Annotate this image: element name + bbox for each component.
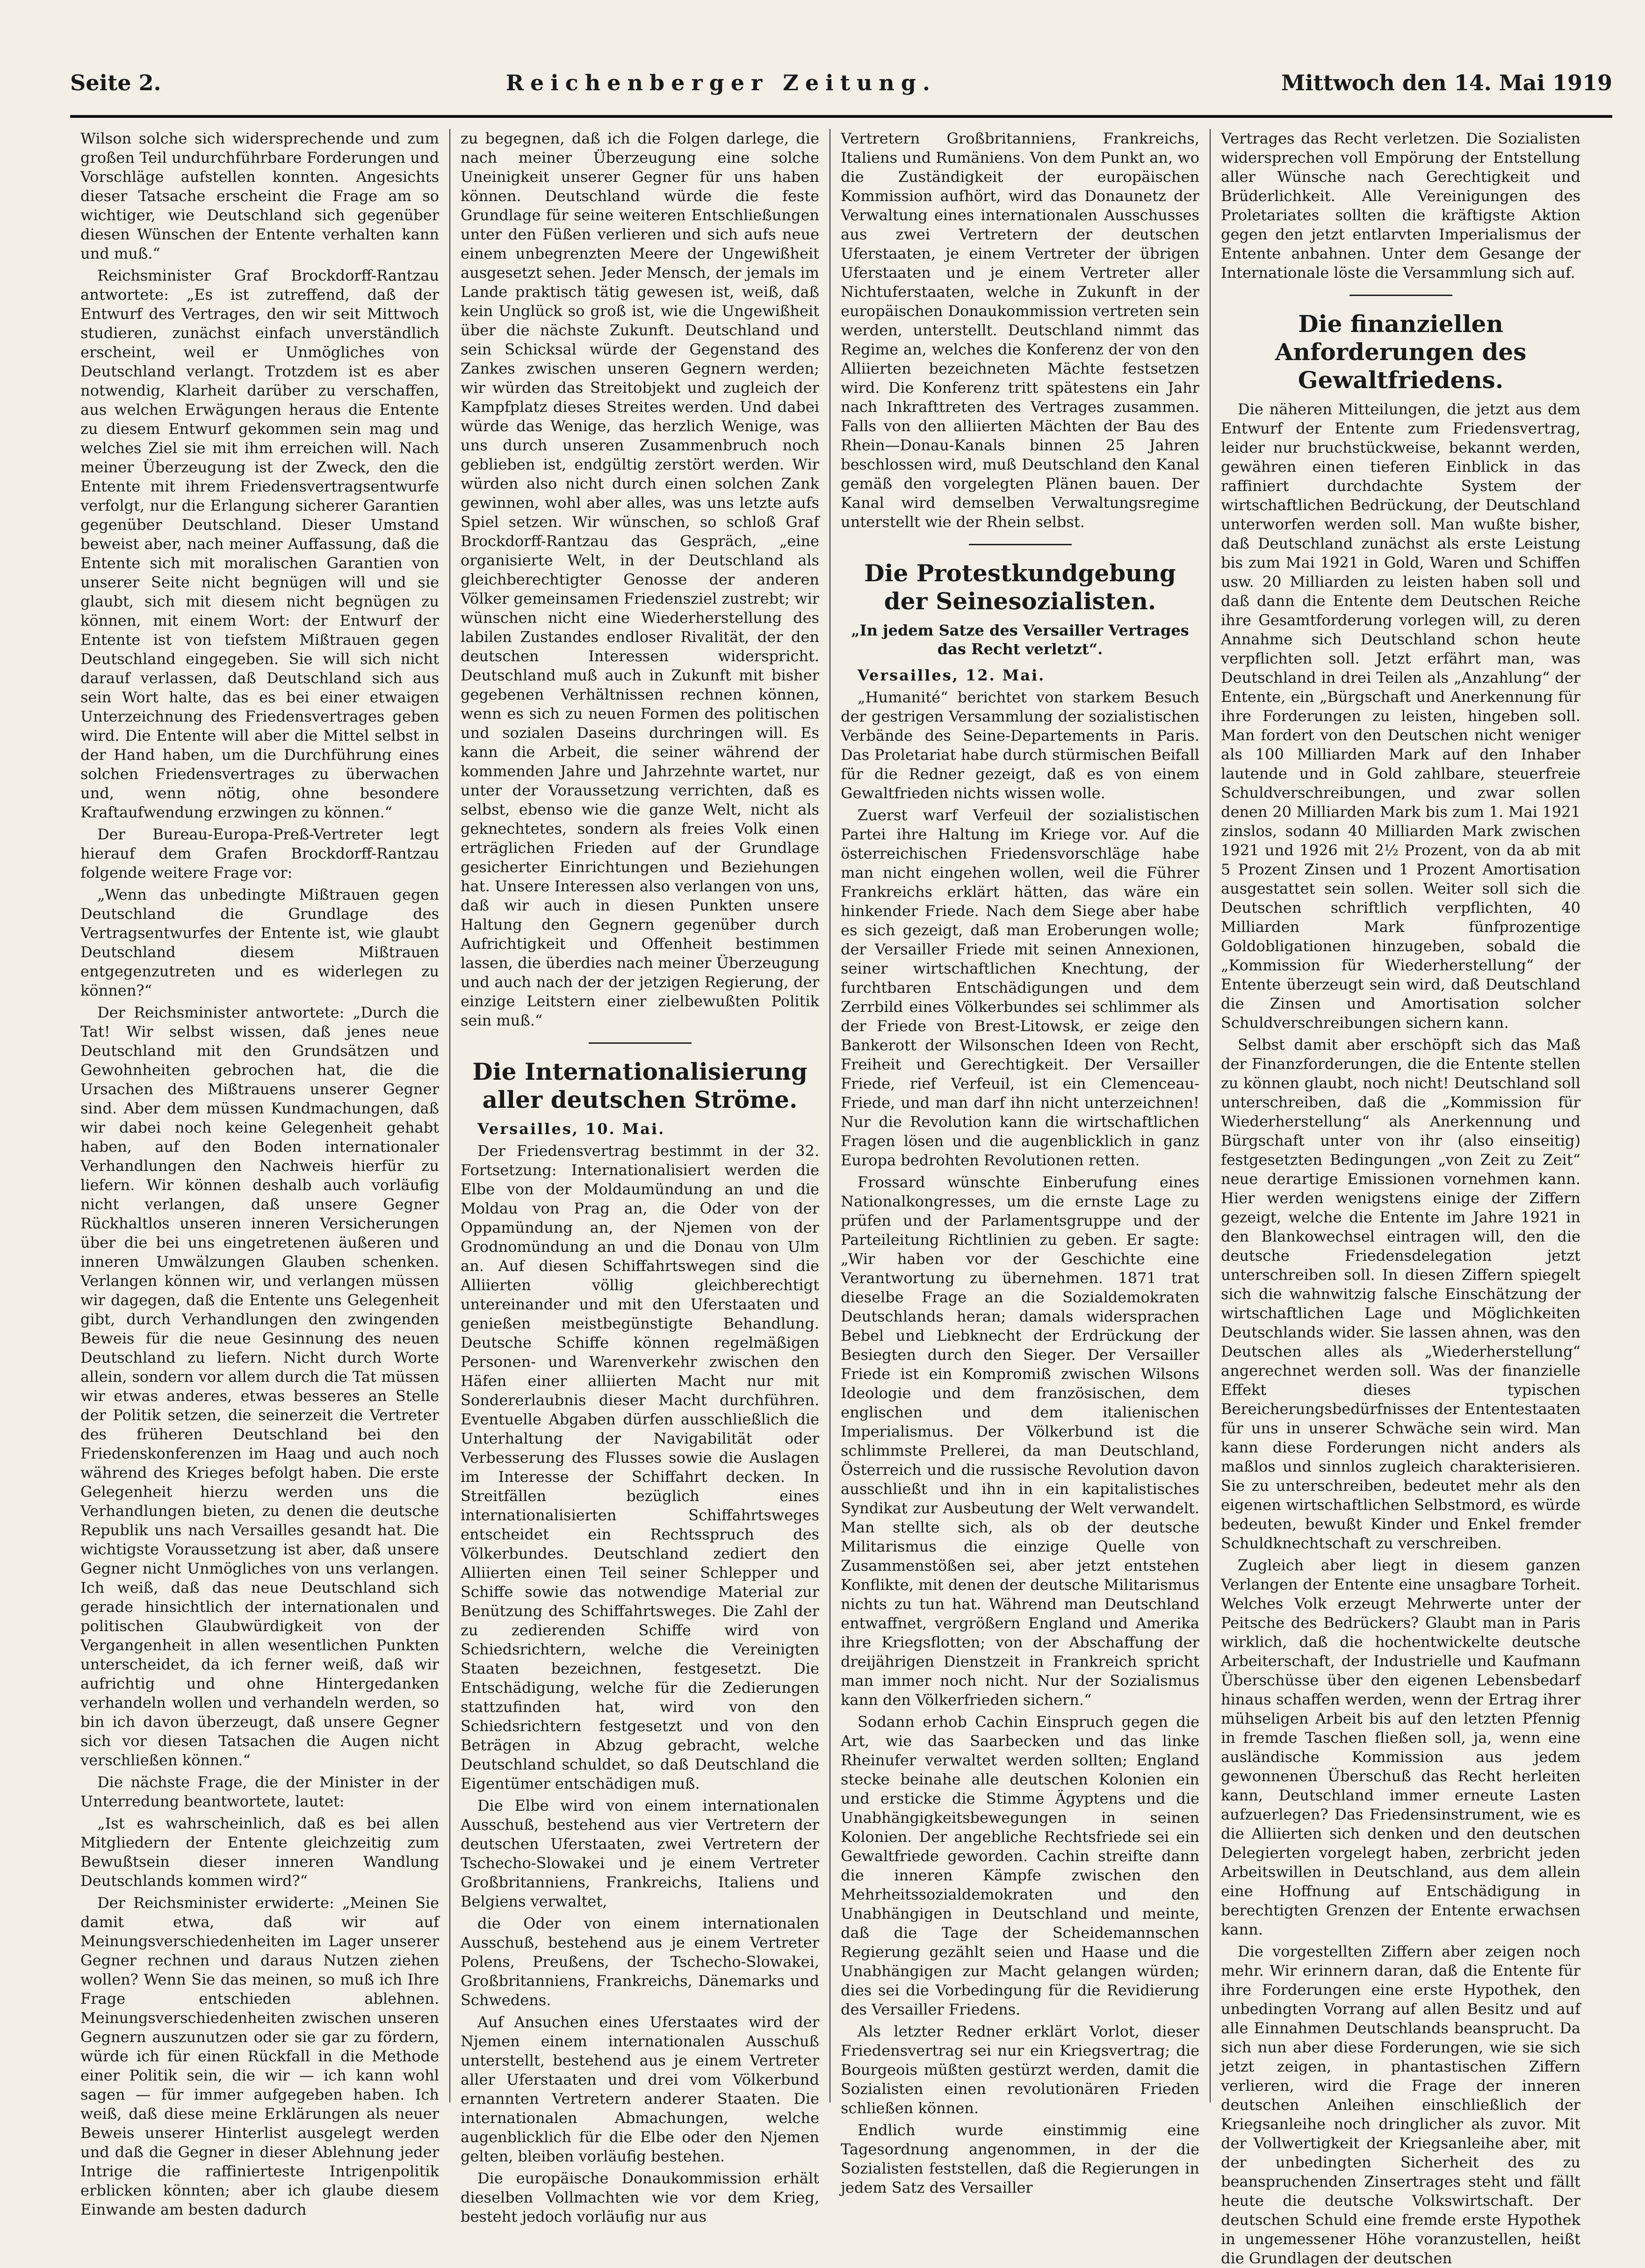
issue-date: Mittwoch den 14. Mai 1919 [1281, 70, 1612, 95]
paragraph: „Wenn das unbedingte Mißtrauen gegen Deutschland die Grundlage des Vertragsentwurfes der Entente ist, wie glaubt Deutschland diesem Mißtrauen entgegenzutreten und es widerlegen zu können?“ [80, 886, 439, 999]
paragraph: Zugleich aber liegt in diesem ganzen Verlangen der Entente eine unsagbare Torheit. Welches Volk erzeugt Mehrwerte unter der Peitsche des Bedrückers? Glaubt man in Paris wirklich, daß die hochentwickelte deutsche Arbeiterschaft, der Industrielle und Kaufmann Überschüsse über den eigenen Lebensbedarf hinaus schaffen werden, wenn der Ertrag ihrer mühseligen Arbeit bis auf den letzten Pfennig in fremde Taschen fließen soll, ja, wenn eine ausländische Kommission aus jedem gewonnenen Überschuß das Recht herleiten kann, Deutschland immer erneute Lasten aufzuerlegen? Das Friedensinstrument, wie es die Alliierten sich denken und den deutschen Delegierten vorgelegt haben, zerbricht jeden Arbeitswillen in Deutschland, aus dem allein eine Hoffnung auf Entschädigung in berechtigten Grenzen der Entente erwachsen kann. [1221, 1556, 1580, 1938]
paragraph: Sodann erhob Cachin Einspruch gegen die Art, wie das Saarbecken und das linke Rheinufer verwaltet werden sollten; England stecke beinahe alle deutschen Kolonien ein und ersticke die Stimme Ägyptens und die Unabhängigkeitsbewegungen in seinen Kolonien. Der angebliche Rechtsfriede sei ein Gewaltfriede geworden. Cachin streifte dann die inneren Kämpfe zwischen den Mehrheitssozialdemokraten und den Unabhängigen in Deutschland und meinte, daß die Tage der Scheidemannschen Regierung gezählt seien und Haase und die Unabhängigen zur Macht gelangen würden; dies sei die Vorbedingung für die Revidierung des Versailler Friedens. [841, 1713, 1199, 2018]
paragraph: Frossard wünschte Einberufung eines Nationalkongresses, um die ernste Lage zu prüfen und der Parlamentsgruppe und der Parteileitung Richtlinien zu geben. Er sagte: „Wir haben vor der Geschichte eine Verantwortung zu übernehmen. 1871 trat dieselbe Frage an die Sozialdemokraten Deutschlands heran; damals widersprachen Bebel und Liebknecht der Erdrückung der Besiegten durch den Sieger. Der Versailler Friede ist ein Kompromiß zwischen Wilsons Ideologie und dem französischen, dem englischen und dem italienischen Imperialismus. Der Völkerbund ist die schlimmste Prellerei, da man Deutschland, Österreich und die russische Revolution davon ausschließt und ihn in ein kapitalistisches Syndikat zur Ausbeutung der Welt verwandelt. Man stellte sich, als ob der deutsche Militarismus die einzige Quelle von Zusammenstößen sei, aber jetzt entstehen Konflikte, mit denen der deutsche Militarismus nichts zu tun hat. Während man Deutschland entwaffnet, vergrößern England und Amerika ihre Kriegsflotten; von der Abschaffung der dreijährigen Dienstzeit in Frankreich spricht man immer noch nicht. Nur der Sozialismus kann den Völkerfrieden sichern.“ [841, 1173, 1199, 1709]
column-1 [70, 129, 450, 2218]
paragraph: Endlich wurde einstimmig eine Tagesordnung angenommen, in der die Sozialisten feststellen, daß die Regierungen in jedem Satz des Versailler [841, 2121, 1199, 2196]
header-rule [70, 115, 1612, 118]
paragraph: „Humanité“ berichtet von starkem Besuch der gestrigen Versammlung der sozialistischen Verbände des Seine-Departements in Paris. Das Proletariat habe durch stürmischen Beifall für die Redner gezeigt, daß es von einem Gewaltfrieden nichts wissen wolle. [841, 688, 1199, 802]
column-4 [1211, 129, 1591, 2267]
article-headline: Die Internationalisierung aller deutschen Ströme. [472, 1058, 808, 1113]
paragraph: Die vorgestellten Ziffern aber zeigen noch mehr. Wir erinnern daran, daß die Entente für ihre Forderungen eine erste Hypothek, den unbedingten Vorrang auf allen Besitz und auf alle Einnahmen Deutschlands beansprucht. Da sich nun aber diese Forderungen, wie sie sich jetzt zeigen, in phantastischen Ziffern verlieren, wird die Frage der inneren deutschen Anleihen einschließlich der Kriegsanleihe noch dringlicher als zuvor. Mit der Vollwertigkeit der Kriegsanleihe aber, mit der unbedingten Sicherheit des zu beanspruchenden Zinsertrages steht und fällt heute die deutsche Volkswirtschaft. Der deutschen Schuld eine fremde erste Hypothek in ungemessener Höhe voranzustellen, heißt die Grundlagen der deutschen [1221, 1943, 1580, 2267]
paragraph: Der Reichsminister antwortete: „Durch die Tat! Wir selbst wissen, daß jenes neue Deutschland mit den Grundsätzen und Gewohnheiten gebrochen hat, die die Ursachen des Mißtrauens unserer Gegner sind. Aber dem müssen Kundmachungen, daß wir dabei noch keine Gelegenheit gehabt haben, auf den Boden internationaler Verhandlungen den Nachweis hierfür zu liefern. Wir können deshalb auch vorläufig nicht verlangen, daß unsere Gegner Rückhaltlos unseren inneren Versicherungen über die bei uns eingetretenen äußeren und inneren Umwälzungen Glauben schenken. Verlangen können wir, und verlangen müssen wir dagegen, daß die Entente uns Gelegenheit gibt, durch Verhandlungen den zwingenden Beweis für die neue Gesinnung des neuen Deutschland zu liefern. Nicht durch Worte allein, sondern vor allem durch die Tat müssen wir etwas anderes, etwas besseres an Stelle der Politik setzen, die seinerzeit die Vertreter des früheren Deutschland bei den Friedenskonferenzen im Haag und auch noch während des Krieges befolgt haben. Die erste Gelegenheit hierzu werden uns die Verhandlungen bieten, zu denen die deutsche Republik uns nach Versailles gesandt hat. Die wichtigste Voraussetzung ist aber, daß unsere Gegner nicht Unmögliches von uns verlangen. Ich weiß, daß das neue Deutschland sich gerade hinsichtlich der internationalen und politischen Glaubwürdigkeit von der Vergangenheit in allen wesentlichen Punkten unterscheidet, da ich ferner weiß, daß wir aufrichtig und ohne Hintergedanken verhandeln wollen und verhandeln werden, so bin ich davon überzeugt, daß unsere Gegner sich vor diesen Tatsachen die Augen nicht verschließen können.“ [80, 1004, 439, 1769]
paragraph: Auf Ansuchen eines Uferstaates wird der Njemen einem internationalen Ausschuß unterstellt, bestehend aus je einem Vertreter aller Uferstaaten und drei vom Völkerbund ernannten Vertretern anderer Staaten. Die internationalen Abmachungen, welche augenblicklich für die Elbe oder den Njemen gelten, bleiben vorläufig bestehen. [461, 2013, 819, 2165]
dateline: Versailles, 10. Mai. [477, 1120, 665, 1138]
paragraph: „Ist es wahrscheinlich, daß es bei allen Mitgliedern der Entente gleichzeitig zum Bewußtsein dieser inneren Wandlung Deutschlands kommen wird?“ [80, 1814, 439, 1890]
columns [70, 129, 1612, 2267]
paragraph: Selbst damit aber erschöpft sich das Maß der Finanzforderungen, die die Entente stellen zu können glaubt, noch nicht! Deutschland soll unterschreiben, daß die „Kommission für Wiederherstellung“ als Anerkennung und Bürgschaft unter von ihr (also einseitig) festgesetzten Bedingungen „von Zeit zu Zeit“ neue derartige Emissionen vornehmen kann. Hier werden wenigstens einige der Ziffern gezeigt, welche die Entente im Jahre 1921 in den Blankowechsel eintragen will, den die deutsche Friedensdelegation jetzt unterschreiben soll. In diesen Ziffern spiegelt sich die wahnwitzig falsche Einschätzung der wirtschaftlichen Lage und Möglichkeiten Deutschlands wider. Sie lassen ahnen, was den Deutschen alles als „Wiederherstellung“ angerechnet werden soll. Was der finanzielle Effekt dieses typischen Bereicherungsbedürfnisses der Ententestaaten für uns in unserer Schwäche sein wird. Man kann diese Forderungen nicht anders als maßlos und sinnlos zugleich charakterisieren. Sie zu unterschreiben, bedeutet mehr als den eigenen wirtschaftlichen Selbstmord, es würde bedeuten, bewußt Kinder und Enkel fremder Schuldknechtschaft zu verschreiben. [1221, 1036, 1580, 1552]
column-2 [450, 129, 830, 2225]
dateline: Versailles, 12. Mai. [858, 666, 1046, 684]
page-number: Seite 2. [70, 70, 161, 95]
article-separator [589, 1042, 692, 1044]
paragraph: zu begegnen, daß ich die Folgen darlege, die nach meiner Überzeugung eine solche Uneinigkeit unserer Gegner für uns haben können. Deutschland würde die feste Grundlage für seine weiteren Entschließungen unter den Füßen verlieren und sich aufs neue einem unbegrenzten Meere der Ungewißheit ausgesetzt sehen. Jeder Mensch, der jemals im Lande praktisch tätig gewesen ist, weiß, daß kein Unglück so groß ist, wie die Ungewißheit über die nächste Zukunft. Deutschland und sein Schicksal würde der Gegenstand des Zankes zwischen unseren Gegnern werden; wir würden das Streitobjekt und zugleich der Kampfplatz dieses Streites werden. Und dabei würde das Wenige, das herzlich Wenige, was uns durch unseren Zusammenbruch noch geblieben ist, endgültig zerstört werden. Wir würden also nicht durch einen solchen Zank gewinnen, wohl aber alles, was uns letzte aufs Spiel setzen. Wir wünschen, so schloß Graf Brockdorff-Rantzau das Gespräch, „eine organisierte Welt, in der Deutschland als gleichberechtigter Genosse der anderen Völker gemeinsamen Friedensziel zustrebt; wir wünschen nicht eine Wiederherstellung des labilen Zustandes endloser Rivalität, der den deutschen Interessen widerspricht. Deutschland muß auch in Zukunft mit bisher gegebenen Verhältnissen rechnen können, wenn es sich zu neuen Formen des politischen und sozialen Daseins durchringen will. Es kann die Arbeit, die seiner während der kommenden Jahre und Jahrzehnte wartet, nur unter der Voraussetzung verrichten, daß es selbst, ebenso wie die ganze Welt, nicht als geknechtetes, sondern als freies Volk einen erträglichen Frieden auf der Grundlage gesicherter Einrichtungen und Beziehungen hat. Unsere Interessen also verlangen von uns, daß wir auch in diesen Punkten unsere Haltung den Gegnern gegenüber durch Aufrichtigkeit und Offenheit bestimmen lassen, die überdies nach meiner Überzeugung und auch nach der der jetzigen Regierung, der einzige Leitstern einer zielbewußten Politik sein muß.“ [461, 130, 819, 1029]
article-headline: Die finanziellen Anforderungen des Gewaltfriedens. [1275, 310, 1527, 394]
paragraph: Der Friedensvertrag bestimmt in der 32. Fortsetzung: Internationalisiert werden die Elbe von der Moldaumündung an und die Moldau von Prag an, die Oder von der Oppamündung an, der Njemen von der Grodnomündung an und die Donau von Ulm an. Auf diesen Schiffahrtswegen sind die Alliierten völlig gleichberechtigt untereinander und mit den Uferstaaten und genießen meistbegünstigte Behandlung. Deutsche Schiffe können regelmäßigen Personen- und Warenverkehr zwischen den Häfen einer alliierten Macht nur mit Sondererlaubnis dieser Macht durchführen. Eventuelle Abgaben dürfen ausschließlich die Unterhaltung der Navigabilität oder Verbesserung des Flusses sowie die Auslagen im Interesse der Schiffahrt decken. In Streitfällen bezüglich eines internationalisierten Schiffahrtsweges entscheidet ein Rechtsspruch des Völkerbundes. Deutschland zediert den Alliierten einen Teil seiner Schlepper und Schiffe sowie das notwendige Material zur Benützung des Schiffahrtsweges. Die Zahl der zu zedierenden Schiffe wird von Schiedsrichtern, welche die Vereinigten Staaten bezeichnen, festgesetzt. Die Entschädigung, welche für die Zedierungen stattzufinden hat, wird von den Schiedsrichtern festgesetzt und von den Beträgen in Abzug gebracht, welche Deutschland schuldet, so daß Deutschland die Eigentümer entschädigen muß. [461, 1142, 819, 1792]
paragraph: Zuerst warf Verfeuil der sozialistischen Partei ihre Haltung im Kriege vor. Auf die österreichischen Friedensvorschläge habe man nicht eingehen wollen, weil die Führer Frankreichs erklärt hätten, das wäre ein hinkender Friede. Nach dem Siege aber habe es sich gezeigt, daß man Eroberungen wolle; der Versailler Friede mit seinen Annexionen, seiner wirtschaftlichen Knechtung, der furchtbaren Entschädigungen und dem Zerrbild eines Völkerbundes sei schlimmer als der Friede von Brest-Litowsk, er zeige den Bankerott der Wilsonschen Ideen von Recht, Freiheit und Gerechtigkeit. Der Versailler Friede, rief Verfeuil, ist ein Clemenceau-Friede, und man darf ihn nicht unterzeichnen! Nur die Revolution kann die wirtschaftlichen Fragen lösen und die augenblicklich in ganz Europa bedrohten Revolutionen retten. [841, 806, 1199, 1169]
article-separator [969, 544, 1072, 545]
paragraph: Die Elbe wird von einem internationalen Ausschuß, bestehend aus vier Vertretern der deutschen Uferstaaten, zwei Vertretern der Tschecho-Slowakei und je einem Vertreter Großbritanniens, Frankreichs, Italiens und Belgiens verwaltet, [461, 1797, 819, 1910]
paragraph: Wilson solche sich widersprechende und zum großen Teil undurchführbare Forderungen und Vorschläge aufstellen konnten. Angesichts dieser Tatsache erscheint die Frage am so wichtiger, wie Deutschland sich gegenüber diesen Wünschen der Entente verhalten kann und muß.“ [80, 130, 439, 262]
paragraph: Vertretern Großbritanniens, Frankreichs, Italiens und Rumäniens. Von dem Punkt an, wo die Zuständigkeit der europäischen Kommission aufhört, wird das Donaunetz der Verwaltung eines internationalen Ausschusses aus zwei Vertretern der deutschen Uferstaaten, je einem Vertreter der übrigen Uferstaaten und je einem Vertreter aller Nichtuferstaaten, welche in Zukunft in der europäischen Donaukommission vertreten sein werden, unterstellt. Deutschland nimmt das Regime an, welches die Konferenz der von den Alliierten bezeichneten Mächte festsetzen wird. Die Konferenz tritt spätestens ein Jahr nach Inkrafttreten des Vertrages zusammen. Falls von den alliierten Mächten der Bau des Rhein—Donau-Kanals binnen 25 Jahren beschlossen wird, muß Deutschland den Kanal gemäß den vorgelegten Plänen bauen. Der Kanal wird demselben Verwaltungsregime unterstellt wie der Rhein selbst. [841, 130, 1199, 531]
paragraph: Der Bureau-Europa-Preß-Vertreter legt hierauf dem Grafen Brockdorff-Rantzau folgende weitere Frage vor: [80, 825, 439, 881]
paragraph: Die nächste Frage, die der Minister in der Unterredung beantwortete, lautet: [80, 1773, 439, 1810]
paragraph: Die näheren Mitteilungen, die jetzt aus dem Entwurf der Entente zum Friedensvertrag, leider nur bruchstückweise, bekannt werden, gewähren einen tieferen Einblick in das raffiniert durchdachte System der wirtschaftlichen Bedrückung, der Deutschland unterworfen werden soll. Man wußte bisher, daß Deutschland zunächst als erste Leistung bis zum Mai 1921 in Gold, Waren und Schiffen usw. 20 Milliarden zu leisten haben soll und daß dann die Entente dem Deutschen Reiche ihre Gesamtforderung vorlegen will, zu deren Annahme sich Deutschland schon heute verpflichten soll. Jetzt erfährt man, was Deutschland in drei Teilen als „Anzahlung“ der Entente, ein „Bürgschaft und Anerkennung für ihre Forderungen zu leisten, hingeben soll. Man fordert von den Deutschen nicht weniger als 100 Milliarden Mark auf den Inhaber lautende und in Gold zahlbare, steuerfreie Schuldverschreibungen, und zwar sollen denen 20 Milliarden Mark bis zum 1. Mai 1921 zinslos, sodann 40 Milliarden Mark zwischen 1921 und 1926 mit 2½ Prozent, von da ab mit 5 Prozent Zinsen und 1 Prozent Amortisation ausgestattet sein sollen. Weiter soll sich die Deutschen schriftlich verpflichten, 40 Milliarden Mark fünfprozentige Goldobligationen hinzugeben, sobald die „Kommission für Wiederherstellung“ der Entente überzeugt sein wird, daß Deutschland die Zinsen und Amortisation solcher Schuldverschreibungen sichern kann. [1221, 400, 1580, 1032]
article-subheadline: „In jedem Satze des Versailler Vertrages das Recht verletzt“. [851, 621, 1189, 658]
masthead [70, 70, 1612, 112]
newspaper-title: Reichenberger Zeitung. [505, 70, 937, 95]
paragraph: Als letzter Redner erklärt Vorlot, dieser Friedensvertrag sei nur ein Kriegsvertrag; die Bourgeois müßten gestürzt werden, damit die Sozialisten einen revolutionären Frieden schließen können. [841, 2022, 1199, 2117]
paragraph: die Oder von einem internationalen Ausschuß, bestehend aus je einem Vertreter Polens, Preußens, der Tschecho-Slowakei, Großbritanniens, Frankreichs, Dänemarks und Schwedens. [461, 1914, 819, 2009]
article-separator [1349, 295, 1452, 296]
paragraph: Reichsminister Graf Brockdorff-Rantzau antwortete: „Es ist zutreffend, daß der Entwurf des Vertrages, den wir seit Mittwoch studieren, zunächst einfach unverständlich erscheint, weil er Unmögliches von Deutschland verlangt. Trotzdem ist es aber notwendig, Klarheit darüber zu verschaffen, aus welchen Erwägungen heraus die Entente zu diesem Entwurf gekommen sein mag und welches Ziel sie mit ihm erreichen will. Nach meiner Überzeugung ist der Zweck, den die Entente mit ihrem Friedensvertragsentwurfe verfolgt, nur die Erlangung sicherer Garantien gegenüber Deutschland. Dieser Umstand beweist aber, nach meiner Auffassung, daß die Entente sich mit moralischen Garantien von unserer Seite nicht begnügen will und sie glaubt, sich mit diesem nicht begnügen zu können, mit einem Wort: der Entwurf der Entente ist von tiefstem Mißtrauen gegen Deutschland eingegeben. Sie will sich nicht darauf verlassen, daß Deutschland sich aus sein Wort halte, das es bei einer etwaigen Unterzeichnung des Friedensvertrages geben wird. Die Entente will aber die Mittel selbst in der Hand haben, um die Durchführung eines solchen Friedensvertrages zu überwachen und, wenn nötig, ohne besondere Kraftaufwendung erzwingen zu können.“ [80, 267, 439, 821]
column-3 [830, 129, 1211, 2196]
paragraph: Vertrages das Recht verletzen. Die Sozialisten widersprechen voll Empörung der Entstellung aller Wünsche nach Gerechtigkeit und Brüderlichkeit. Alle Vereinigungen des Proletariates sollten die kräftigste Aktion gegen den jetzt entlarvten Imperialismus der Entente anbahnen. Unter dem Gesange der Internationale löste die Versammlung sich auf. [1221, 130, 1580, 282]
paragraph: Die europäische Donaukommission erhält dieselben Vollmachten wie vor dem Krieg, besteht jedoch vorläufig nur aus [461, 2169, 819, 2225]
article-headline: Die Protestkundgebung der Seinesozialisten. [864, 559, 1176, 615]
paragraph: Der Reichsminister erwiderte: „Meinen Sie damit etwa, daß wir auf Meinungsverschiedenheiten im Lager unserer Gegner rechnen und daraus Nutzen ziehen wollen? Wenn Sie das meinen, so muß ich Ihre Frage entschieden ablehnen. Meinungsverschiedenheiten zwischen unseren Gegnern auszunutzen oder sie gar zu fördern, würde ich für einen Rückfall in die Methode einer Politik sein, die wir — ich kann wohl sagen — für immer aufgegeben haben. Ich weiß, daß diese meine Erklärungen als neuer Beweis unserer Hinterlist ausgelegt werden und daß die Gegner in dieser Ablehnung jeder Intrige die raffinierteste Intrigenpolitik erblicken könnten; aber ich glaube diesem Einwande am besten dadurch [80, 1894, 439, 2218]
